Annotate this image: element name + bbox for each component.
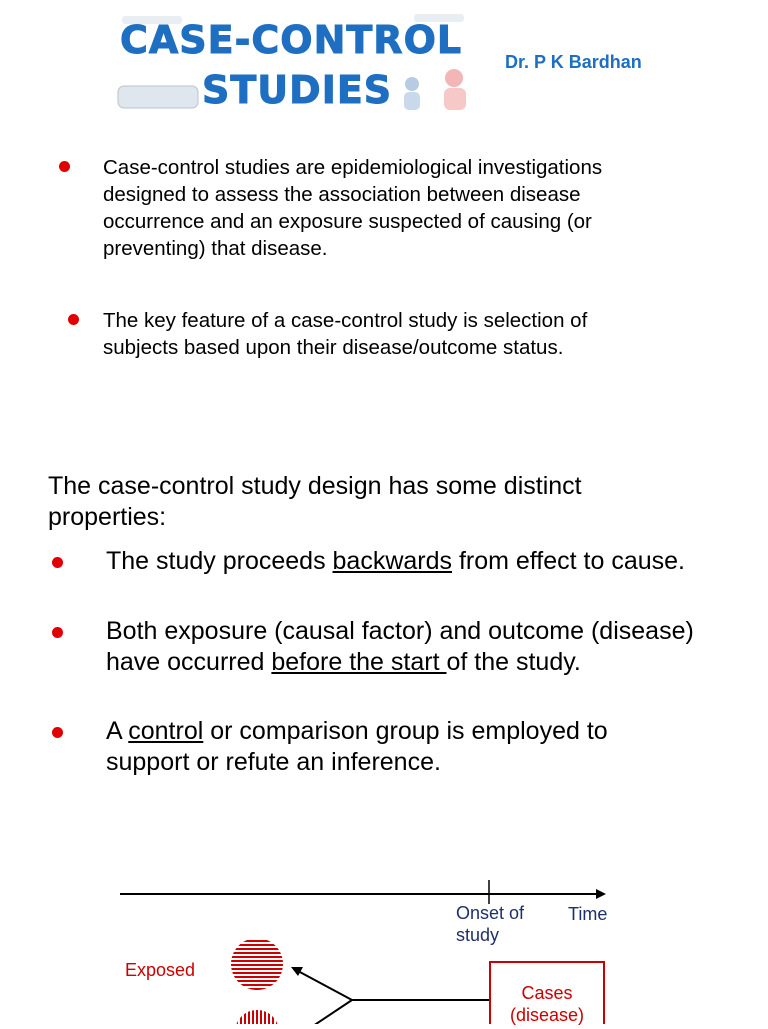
title-banner — [114, 12, 474, 112]
intro-bullet-1: Case-control studies are epidemiological investigations designed to assess the association between disease occurrence and an exposure suspected of causing (or preventing) that disease. — [103, 156, 603, 260]
property-1-text-end: from effect to cause. — [452, 547, 685, 575]
intro-bullet-2: The key feature of a case-control study is selection of subjects based upon their disease/outcome status. — [103, 309, 588, 359]
property-2-text-end: of the study. — [446, 648, 581, 676]
arrow-head-icon — [291, 967, 303, 976]
bullet-dot-icon — [68, 314, 79, 325]
bullet-dot-icon — [52, 627, 63, 638]
bullet-dot-icon — [52, 727, 63, 738]
unexposed-group-circle — [235, 1010, 279, 1024]
diagram-graphics — [0, 860, 768, 1024]
exposed-label: Exposed — [125, 960, 196, 980]
arrow-to-unexposed — [310, 1000, 352, 1024]
case-control-diagram — [0, 860, 768, 1024]
time-label: Time — [568, 904, 608, 924]
author-name: Dr. P K Bardhan — [505, 52, 642, 72]
property-2-text: Both exposure (causal factor) and outcome (disease) have occurred — [106, 617, 694, 676]
bullet-dot-icon — [52, 557, 63, 568]
exposed-group-circle — [231, 938, 283, 990]
property-1-text: The study proceeds — [106, 547, 333, 575]
cases-label: Cases (disease) — [509, 983, 585, 1025]
property-3-underline: control — [128, 717, 204, 745]
property-1-underline: backwards — [332, 547, 453, 575]
property-3-text: A — [106, 717, 129, 745]
properties-heading: The case-control study design has some distinct properties: — [48, 472, 582, 531]
property-item-3 — [106, 716, 686, 778]
property-item-2 — [106, 616, 746, 678]
bullet-dot-icon — [59, 161, 70, 172]
arrow-to-exposed — [298, 971, 352, 1000]
time-axis-arrow-icon — [596, 889, 606, 899]
property-item-1 — [106, 546, 746, 577]
title-line-1: CASE-CONTROL — [120, 18, 463, 62]
onset-of-study-label: Onset of study — [456, 903, 525, 945]
title-line-2: STUDIES — [202, 68, 393, 112]
property-3-text-end: or comparison group is employed to support or refute an inference. — [106, 717, 608, 776]
property-2-underline: before the start — [271, 648, 447, 676]
